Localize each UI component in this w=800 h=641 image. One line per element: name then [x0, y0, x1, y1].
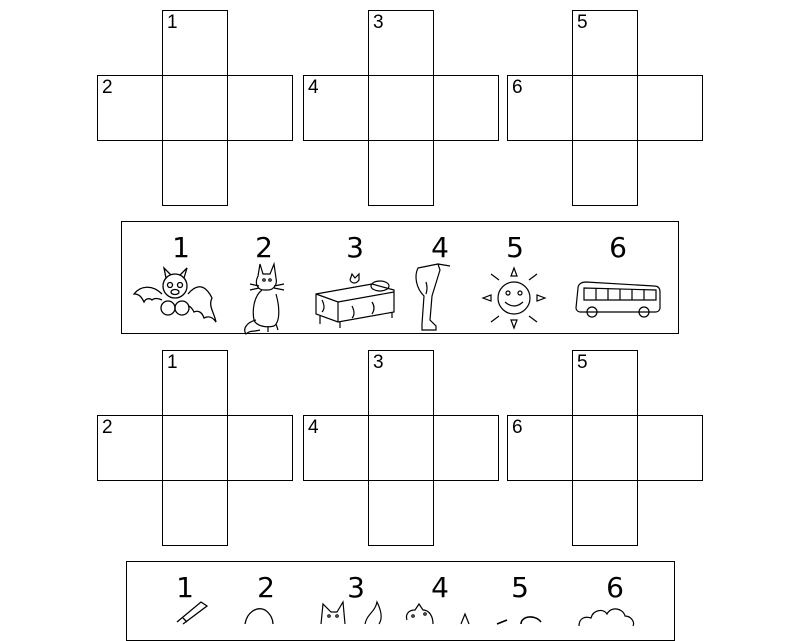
pencil-icon — [175, 600, 209, 624]
clue-number: 1 — [167, 12, 178, 33]
cat-icon — [232, 260, 292, 336]
picture-panel-1 — [121, 221, 679, 334]
leg-icon — [412, 262, 452, 334]
clue-number: 4 — [308, 77, 319, 98]
picture-number: 1 — [176, 571, 194, 604]
crossword-cell[interactable] — [162, 480, 228, 546]
crossword-cell[interactable] — [303, 75, 369, 141]
clue-number: 6 — [512, 417, 523, 438]
crossword-cell[interactable] — [162, 140, 228, 206]
clue-number: 4 — [308, 417, 319, 438]
clue-number: 5 — [577, 12, 588, 33]
picture-number: 5 — [511, 571, 529, 604]
picture-number: 4 — [431, 571, 449, 604]
crossword-cell[interactable] — [572, 480, 638, 546]
cloud-icon — [575, 604, 637, 626]
crossword-cell[interactable] — [433, 415, 499, 481]
clue-number: 3 — [373, 352, 384, 373]
hat-icon — [243, 604, 277, 624]
dog-icon — [403, 602, 473, 624]
crossword-cell[interactable] — [368, 350, 434, 416]
clue-number: 2 — [102, 77, 113, 98]
picture-panel-2 — [126, 561, 675, 641]
picture-number: 6 — [609, 231, 627, 264]
picture-number: 1 — [172, 231, 190, 264]
crossword-cell[interactable] — [572, 350, 638, 416]
fox-icon — [317, 600, 387, 624]
cat-face-icon — [495, 612, 545, 626]
clue-number: 1 — [167, 352, 178, 373]
bat-icon — [132, 264, 218, 326]
crossword-cell[interactable] — [572, 140, 638, 206]
clue-number: 5 — [577, 352, 588, 373]
picture-number: 3 — [346, 231, 364, 264]
crossword-cell[interactable] — [162, 415, 228, 481]
picture-number: 2 — [257, 571, 275, 604]
crossword-cell[interactable] — [368, 140, 434, 206]
crossword-cell[interactable] — [303, 415, 369, 481]
sun-icon — [477, 262, 551, 334]
clue-number: 2 — [102, 417, 113, 438]
crossword-cell[interactable] — [368, 415, 434, 481]
crossword-cell[interactable] — [368, 75, 434, 141]
crossword-cell[interactable] — [162, 350, 228, 416]
picture-number: 2 — [255, 231, 273, 264]
bus-icon — [574, 280, 662, 320]
crossword-cell[interactable] — [572, 415, 638, 481]
crossword-cell[interactable] — [227, 415, 293, 481]
crossword-cell[interactable] — [162, 10, 228, 76]
bed-icon — [312, 268, 398, 330]
crossword-cell[interactable] — [162, 75, 228, 141]
picture-number: 5 — [506, 231, 524, 264]
crossword-cell[interactable] — [97, 75, 163, 141]
crossword-cell[interactable] — [637, 415, 703, 481]
crossword-cell[interactable] — [507, 415, 573, 481]
picture-number: 3 — [347, 571, 365, 604]
picture-number: 6 — [606, 571, 624, 604]
crossword-cell[interactable] — [97, 415, 163, 481]
crossword-cell[interactable] — [368, 10, 434, 76]
crossword-cell[interactable] — [572, 75, 638, 141]
clue-number: 3 — [373, 12, 384, 33]
crossword-cell[interactable] — [572, 10, 638, 76]
clue-number: 6 — [512, 77, 523, 98]
crossword-cell[interactable] — [433, 75, 499, 141]
crossword-cell[interactable] — [637, 75, 703, 141]
crossword-cell[interactable] — [507, 75, 573, 141]
crossword-cell[interactable] — [227, 75, 293, 141]
crossword-cell[interactable] — [368, 480, 434, 546]
picture-number: 4 — [431, 231, 449, 264]
